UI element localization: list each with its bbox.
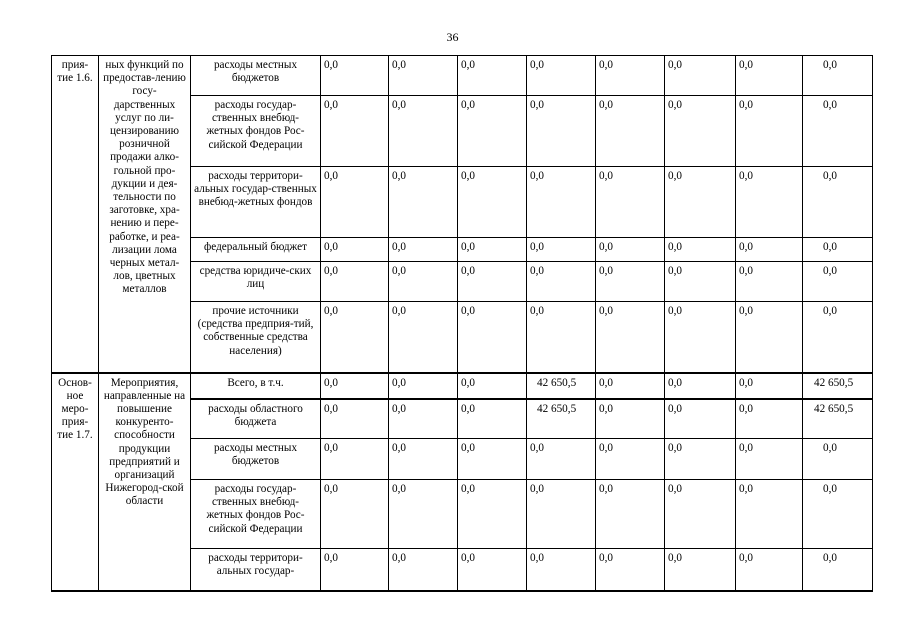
activity-code-cell: прия- тие 1.6. bbox=[52, 56, 99, 373]
value-cell: 0,0 bbox=[665, 549, 736, 591]
value-cell: 0,0 bbox=[596, 439, 665, 480]
value-cell: 0,0 bbox=[803, 56, 873, 96]
value-cell: 0,0 bbox=[389, 373, 458, 399]
value-cell: 0,0 bbox=[665, 302, 736, 373]
value-cell: 0,0 bbox=[736, 549, 803, 591]
value-cell: 0,0 bbox=[389, 167, 458, 238]
value-cell: 0,0 bbox=[389, 480, 458, 549]
value-cell: 0,0 bbox=[458, 549, 527, 591]
value-cell: 0,0 bbox=[736, 167, 803, 238]
funding-source-cell: федеральный бюджет bbox=[191, 238, 321, 262]
value-cell: 0,0 bbox=[803, 167, 873, 238]
value-cell: 0,0 bbox=[665, 480, 736, 549]
value-cell: 0,0 bbox=[736, 373, 803, 399]
value-cell: 0,0 bbox=[736, 56, 803, 96]
value-cell: 0,0 bbox=[596, 56, 665, 96]
value-cell: 0,0 bbox=[665, 439, 736, 480]
value-cell: 0,0 bbox=[458, 167, 527, 238]
value-cell: 0,0 bbox=[321, 549, 389, 591]
value-cell: 0,0 bbox=[458, 56, 527, 96]
value-cell: 0,0 bbox=[458, 238, 527, 262]
value-cell: 0,0 bbox=[389, 399, 458, 439]
value-cell: 0,0 bbox=[321, 302, 389, 373]
value-cell: 0,0 bbox=[458, 399, 527, 439]
value-cell: 0,0 bbox=[596, 399, 665, 439]
activity-code-cell: Основ- ное меро- прия- тие 1.7. bbox=[52, 373, 99, 591]
value-cell: 0,0 bbox=[527, 549, 596, 591]
value-cell: 0,0 bbox=[458, 302, 527, 373]
value-cell: 0,0 bbox=[458, 262, 527, 302]
value-cell: 0,0 bbox=[321, 96, 389, 167]
value-cell: 0,0 bbox=[527, 96, 596, 167]
value-cell: 0,0 bbox=[389, 302, 458, 373]
value-cell: 0,0 bbox=[389, 439, 458, 480]
funding-source-cell: средства юридиче-ских лиц bbox=[191, 262, 321, 302]
funding-source-cell: расходы территори-альных государ- bbox=[191, 549, 321, 591]
value-cell: 0,0 bbox=[803, 439, 873, 480]
value-cell: 0,0 bbox=[665, 262, 736, 302]
value-cell: 0,0 bbox=[527, 480, 596, 549]
value-cell: 0,0 bbox=[803, 262, 873, 302]
funding-source-cell: расходы государ-ственных внебюд-жетных фондов Рос-сийской Федерации bbox=[191, 480, 321, 549]
value-cell: 0,0 bbox=[736, 480, 803, 549]
value-cell: 0,0 bbox=[736, 439, 803, 480]
value-cell: 0,0 bbox=[527, 439, 596, 480]
value-cell: 42 650,5 bbox=[803, 373, 873, 399]
value-cell: 0,0 bbox=[803, 480, 873, 549]
value-cell: 0,0 bbox=[596, 167, 665, 238]
funding-source-cell: расходы местных бюджетов bbox=[191, 439, 321, 480]
value-cell: 42 650,5 bbox=[803, 399, 873, 439]
activity-description-cell: ных функций по предостав-лению госу-дарственных услуг по ли-цензированию розничной продажи алко-гольной про-дукции и дея-тельности по заготовке, хра-нению и пере-работке, и реа-лизации лома черных метал-лов, цветных металлов bbox=[99, 56, 191, 373]
value-cell: 0,0 bbox=[389, 549, 458, 591]
page-number: 36 bbox=[446, 30, 459, 44]
value-cell: 0,0 bbox=[389, 262, 458, 302]
value-cell: 0,0 bbox=[458, 96, 527, 167]
value-cell: 0,0 bbox=[665, 238, 736, 262]
funding-source-cell: расходы местных бюджетов bbox=[191, 56, 321, 96]
value-cell: 0,0 bbox=[665, 167, 736, 238]
value-cell: 0,0 bbox=[736, 399, 803, 439]
value-cell: 0,0 bbox=[665, 56, 736, 96]
value-cell: 0,0 bbox=[736, 302, 803, 373]
value-cell: 0,0 bbox=[596, 262, 665, 302]
value-cell: 0,0 bbox=[596, 302, 665, 373]
value-cell: 0,0 bbox=[321, 56, 389, 96]
value-cell: 0,0 bbox=[527, 262, 596, 302]
value-cell: 0,0 bbox=[736, 96, 803, 167]
table-row bbox=[52, 373, 873, 399]
value-cell: 0,0 bbox=[665, 96, 736, 167]
value-cell: 0,0 bbox=[321, 238, 389, 262]
value-cell: 0,0 bbox=[321, 480, 389, 549]
activity-description-cell: Мероприятия, направленные на повышение конкуренто-способности продукции предприятий и организаций Нижегород-ской области bbox=[99, 373, 191, 591]
table-row bbox=[52, 56, 873, 96]
funding-source-cell: расходы областного бюджета bbox=[191, 399, 321, 439]
value-cell: 0,0 bbox=[596, 549, 665, 591]
value-cell: 0,0 bbox=[596, 480, 665, 549]
value-cell: 0,0 bbox=[321, 439, 389, 480]
funding-source-cell: прочие источники (средства предприя-тий, собственные средства населения) bbox=[191, 302, 321, 373]
funding-source-cell: Всего, в т.ч. bbox=[191, 373, 321, 399]
value-cell: 0,0 bbox=[321, 262, 389, 302]
funding-source-cell: расходы государ-ственных внебюд-жетных фондов Рос-сийской Федерации bbox=[191, 96, 321, 167]
value-cell: 0,0 bbox=[458, 439, 527, 480]
value-cell: 0,0 bbox=[803, 302, 873, 373]
value-cell: 0,0 bbox=[736, 238, 803, 262]
value-cell: 0,0 bbox=[736, 262, 803, 302]
value-cell: 42 650,5 bbox=[527, 373, 596, 399]
value-cell: 0,0 bbox=[527, 167, 596, 238]
value-cell: 0,0 bbox=[527, 238, 596, 262]
funding-source-cell: расходы территори-альных государ-ственных внебюд-жетных фондов bbox=[191, 167, 321, 238]
value-cell: 0,0 bbox=[803, 549, 873, 591]
value-cell: 0,0 bbox=[803, 96, 873, 167]
value-cell: 0,0 bbox=[527, 302, 596, 373]
value-cell: 0,0 bbox=[458, 480, 527, 549]
value-cell: 0,0 bbox=[596, 373, 665, 399]
budget-table bbox=[51, 55, 873, 592]
value-cell: 0,0 bbox=[665, 399, 736, 439]
value-cell: 0,0 bbox=[527, 56, 596, 96]
value-cell: 0,0 bbox=[321, 373, 389, 399]
value-cell: 0,0 bbox=[389, 96, 458, 167]
value-cell: 0,0 bbox=[389, 56, 458, 96]
value-cell: 0,0 bbox=[596, 96, 665, 167]
value-cell: 0,0 bbox=[321, 399, 389, 439]
value-cell: 0,0 bbox=[389, 238, 458, 262]
value-cell: 42 650,5 bbox=[527, 399, 596, 439]
value-cell: 0,0 bbox=[803, 238, 873, 262]
value-cell: 0,0 bbox=[596, 238, 665, 262]
value-cell: 0,0 bbox=[665, 373, 736, 399]
value-cell: 0,0 bbox=[321, 167, 389, 238]
value-cell: 0,0 bbox=[458, 373, 527, 399]
